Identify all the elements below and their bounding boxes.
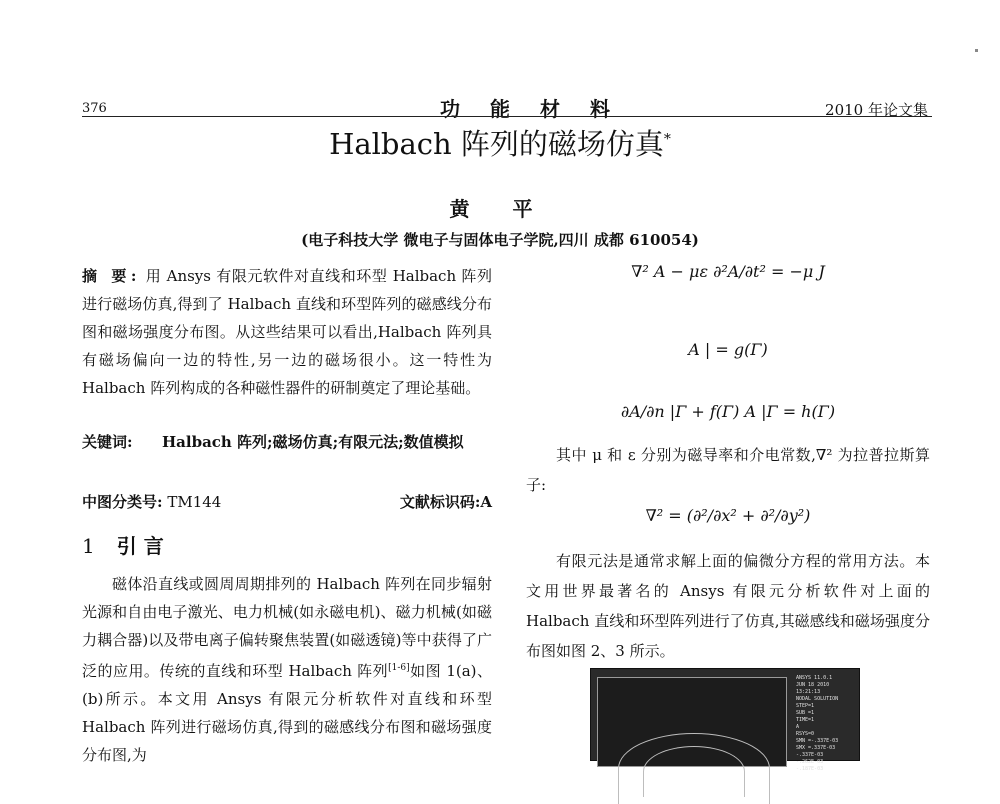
intro-paragraph [82,570,492,769]
scan-speck [975,49,978,52]
equation-boundary-1: A | = g(Γ) [688,340,768,359]
page-number: 376 [82,101,107,116]
title-footnote-mark: * [663,131,671,148]
section-title: 引 言 [116,534,164,558]
keywords-text: Halbach 阵列;磁场仿真;有限元法;数值模拟 [162,433,464,451]
doc-code [400,488,492,516]
header-rule [82,116,932,117]
affiliation: (电子科技大学 微电子与固体电子学院,四川 成都 610054) [301,231,699,249]
abstract [82,262,492,402]
doc-code-label: 文献标识码: [399,493,481,511]
keywords-label: 关键词: [82,433,133,451]
paper-title [0,122,1000,163]
paper-title-text: Halbach 阵列的磁场仿真 [329,127,664,161]
keywords [82,428,492,456]
clc-value: TM144 [167,493,222,511]
citation-ref: [1-6] [388,663,410,673]
doc-code-value: A [480,493,492,511]
section-number: 1 [82,534,95,558]
equation-boundary-2: ∂A/∂n |Γ + f(Γ) A |Γ = h(Γ) [620,402,836,421]
section-heading [82,530,164,559]
figure-legend: ANSYS 11.0.1 JUN 18 2010 13:21:13 NODAL SOLUTION STEP=1 SUB =1 TIME=1 A RSYS=0 SMN =-.337E-03 SMX =.337E-03 -.337E-03 -.262E-03 -.187E-03 [796,675,839,772]
intro-text-2: 如图 1(a)、(b)所示。本文用 Ansys 有限元分析软件对直线和环型 Halbach 阵列进行磁场仿真,得到的磁感线分布图和磁场强度分布图,为 [82,662,492,764]
field-plot [597,677,787,767]
intro-text-1: 磁体沿直线或圆周周期排列的 Halbach 阵列在同步辐射光源和自由电子激光、电力机械(如永磁电机)、磁力机械(如磁力耦合器)以及带电离子偏转聚焦装置(如磁透镜)等中获得了广泛的应用。传统的直线和环型 Halbach 阵列 [82,575,492,680]
clc-number [82,488,221,516]
abstract-label: 摘 要: [82,267,141,285]
classification-line [82,488,492,516]
journal-name: 功能材料 [440,97,640,121]
paragraph-permeability: 其中 μ 和 ε 分别为磁导率和介电常数,∇² 为拉普拉斯算子: [526,446,930,494]
proceedings-label: 2010 年论文集 [825,101,928,119]
equation-laplacian: ∇² = (∂²/∂x² + ∂²/∂y²) [645,506,811,525]
ansys-figure [590,668,860,772]
clc-label: 中图分类号: [82,493,163,511]
abstract-text: 用 Ansys 有限元软件对直线和环型 Halbach 阵列进行磁场仿真,得到了 Halbach 直线和环型阵列的磁感线分布图和磁场强度分布图。从这些结果可以看出,Halbach 阵列具有磁场偏向一边的特性,另一边的磁场很小。这一特性为 Halbach 阵列构成的各种磁性器件的研制奠定了理论基础。 [82,267,492,397]
paragraph-fem: 有限元法是通常求解上面的偏微分方程的常用方法。本文用世界最著名的 Ansys 有限元分析软件对上面的 Halbach 直线和环型阵列进行了仿真,其磁感线和磁场强度分布图如图 2、3 所示。 [526,552,930,660]
equation-wave: ∇² A − με ∂²A/∂t² = −μ J [631,262,825,281]
field-line [643,746,745,797]
author-name: 黄 平 [449,197,551,221]
